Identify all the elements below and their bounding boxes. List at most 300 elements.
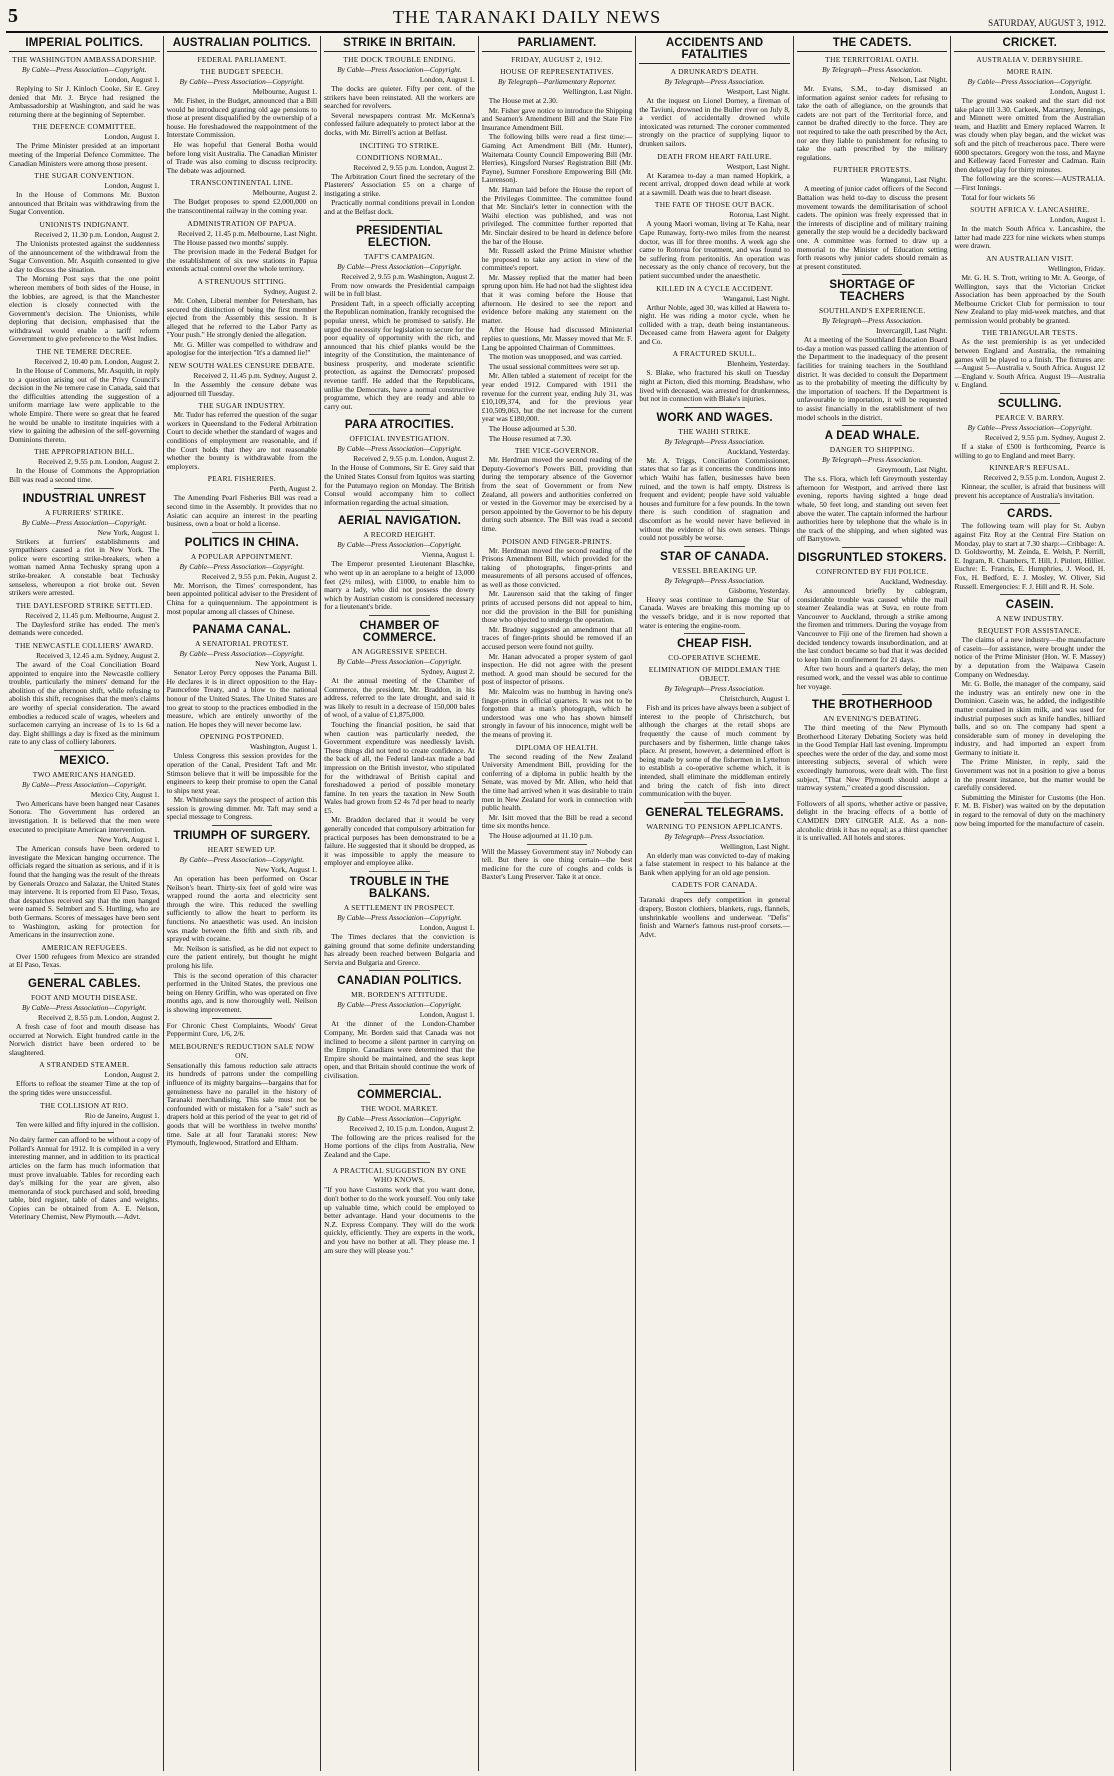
- subheading: DIPLOMA OF HEALTH.: [515, 742, 599, 752]
- paragraph: Mr. G. Bolle, the manager of the company, said the industry was an entirely new one in the Dominion. Casein was, he added, the indigestible matter contained in skim milk, and was used for industrial purposes such as knife handles, billiard balls, and so on. The company had spent a considerable sum of money in developing the industry, and had imported an expert from Germany to initiate it.: [954, 679, 1106, 757]
- paragraph: The following are the prices realised for the Home portions of the clips from Australia, New Zealand and the Cape.: [324, 1132, 475, 1159]
- dateline: Received 2, 9.55 p.m. London, August 2.: [983, 473, 1106, 483]
- paragraph: The Prime Minister presided at an important meeting of the Imperial Defence Committee. The Canadian Ministers were among those present.: [9, 141, 160, 168]
- paragraph: Fish and its prices have always been a subject of interest to the people of Christchurch, but although the charges at the retail shops are frequently the cause of much comment by purchasers and by fishermen, little change takes place. At present, however, a determined effort is being made by some of the fishermen in Lyttelton to establish a co-operative scheme which, it is intended, shall eliminate the middleman entirely and bring the catch of fish into direct communication with the buyer.: [639, 703, 790, 799]
- paragraph: President Taft, in a speech officially accepting the Republican nomination, frankly recognised the popular unrest, which he promised to satisfy. He urged the necessity for legislation to secure for the poor equality of opportunity with the rich, and announced that his chief planks would be the integrity of the Constitution, the maintenance of business prosperity, and moderate scientific protection, as against the Democrats' proposed revenue tariff. He added that the Republicans, unlike the Democrats, have a normal constructive programme, which they are ready and able to carry out.: [324, 298, 475, 411]
- byline: By Telegraph—Press Association.: [664, 436, 765, 446]
- paragraph: Heavy seas continue to damage the Star of Canada. Waves are breaking this morning up to the vessel's bridge, and it is now reported that water is entering the engine-room.: [639, 594, 790, 630]
- paragraph: Replying to Sir J. Kinloch Cooke, Sir E. Grey denied that Mr. J. Bryce had resigned the Ambassadorship at Washington, and said he was returning there at the beginning of September.: [9, 84, 160, 119]
- dateline: Melbourne, August 1.: [252, 87, 318, 96]
- subheading: DANGER TO SHIPPING.: [829, 445, 915, 455]
- dateline: Received 2, 11.45 p.m. Sydney, August 2.: [193, 371, 318, 381]
- paragraph: The Prime Minister, in reply, said the Government was not in a position to give a bonus in the present instance, but the matter would be carefully considered.: [954, 757, 1106, 793]
- column-5: [636, 36, 794, 1771]
- paragraph: The House passed two months' supply.: [173, 237, 289, 247]
- dateline: Gisborne, Yesterday.: [728, 585, 790, 595]
- subheading: CONFRONTED BY FIJI POLICE.: [815, 566, 929, 576]
- byline: By Telegraph—Press Association.: [664, 77, 765, 86]
- subheading: THE DEFENCE COMMITTEE.: [32, 122, 137, 132]
- paragraph: Touching the financial position, he said that when caution was particularly needed, the Government expenditure was needlessly lavish. These things did not tend to create confidence. At the back of all, the Federal land-tax made a bad impression on the British investor, who stipulated for the withdrawal of British capital and foreshadowed a period of possible monetary famine. In ten years the taxation in New South Wales had grown from £2 4s 7d per head to nearly £5.: [324, 719, 475, 815]
- article-heading: GENERAL TELEGRAMS.: [645, 806, 784, 819]
- paragraph: A fresh case of foot and mouth disease has occurred at Norwich. Eight hundred cattle in the Norwich district have been ordered to be slaughtered.: [9, 1021, 160, 1057]
- divider: [684, 633, 744, 634]
- subheading: A PRACTICAL SUGGESTION BY ONE WHO KNOWS.: [332, 1166, 467, 1185]
- paragraph: Practically normal conditions prevail in London and at the Belfast dock.: [324, 198, 475, 216]
- subheading: A FRACTURED SKULL.: [672, 349, 757, 359]
- subheading: THE NE TEMERE DECREE.: [36, 347, 133, 357]
- article-heading: MEXICO.: [59, 754, 110, 767]
- article-heading: TROUBLE IN THE BALKANS.: [349, 876, 450, 901]
- paragraph: Mr. Braddon declared that it would be very generally conceded that compulsory arbitration for practical purposes has been demonstrated to be a failure. He suggested that it should be dropped, as it was impossible to apply the measure to employer and employee alike.: [324, 815, 475, 868]
- divider: [842, 796, 902, 797]
- paragraph: An elderly man was convicted to-day of making a false statement in respect to his balance at the Bank when applying for an old age pension.: [639, 850, 790, 877]
- dateline: London, August 1.: [419, 923, 475, 933]
- paragraph: Mr. Evans, S.M., to-day dismissed an information against senior cadets for refusing to take the oath of allegiance, on the grounds that cadets are not part of the Territorial force, and cannot be drafted directly to the force. They are not required to take the oath prescribed by the Act, nor are they liable to punishment for refusing to take the oath prescribed by the military regulations.: [796, 84, 948, 162]
- dateline: New York, August 1.: [97, 835, 160, 845]
- paragraph: Arthur Noble, aged 30, was killed at Hawera to-night. He was riding a motor cycle, when he collided with a trap, death being instantaneous. Deceased came from Hawera agent for Dalgety and Co.: [639, 302, 790, 346]
- subheading: DEATH FROM HEART FAILURE.: [657, 151, 772, 161]
- paragraph: Mr. Herdman moved the second reading of the Prisons Amendment Bill, which provided for the taking of photographs, finger-prints and measurements of all persons accused of offences, as well as those convicted.: [481, 545, 633, 589]
- divider: [212, 1018, 272, 1019]
- article-heading: WORK AND WAGES.: [656, 411, 773, 424]
- paragraph: A meeting of junior cadet officers of the Second Battalion was held to-day to discuss the present movement towards the demilitarisation of school cadets. The opinion was freely expressed that in the interests of discipline and of military training generally the step would be a decidedly backward one. A committee was formed to draw up a memorial to the Minister of Education setting forth reasons why junior cadets should remain as at present constituted.: [796, 184, 948, 271]
- byline: By Cable—Press Association—Copyright.: [179, 77, 305, 86]
- subheading: UNIONISTS INDIGNANT.: [39, 219, 130, 229]
- divider: [369, 510, 429, 511]
- dateline: Received 2, 11.45 p.m. Melbourne, August 2.: [25, 610, 160, 620]
- subheading: MR. BORDEN'S ATTITUDE.: [351, 990, 448, 1000]
- dateline: Westport, Last Night.: [726, 161, 790, 171]
- article-heading: DISGRUNTLED STOKERS.: [797, 551, 947, 564]
- divider: [842, 694, 902, 695]
- paragraph: At the dinner of the London-Chamber Company, Mr. Borden said that Canada was not inclined to become a silent partner in carrying on the Empire. Canadians were determined that the Empire should be maintained, and the seas kept open, and that Britain should continue the work of civilisation.: [324, 1019, 475, 1080]
- column-4: [479, 36, 637, 1771]
- paragraph: A young Maori woman, living at Te Kaha, near Cape Runaway, forty-two miles from the nearest doctor, was ill for three months. A week ago she came to Rotorua for treatment, and was found to be suffering from peritonitis. An operation was necessary as the only chance of recovery, but the patient succumbed under the anaesthetic.: [639, 219, 790, 280]
- paragraph: The second reading of the New Zealand University Amendment Bill, providing for the conferring of a diploma in public health by the Senate, was moved by Mr. Allen, who held that the time had arrived when it was desirable to train men in New Zealand for work in connection with public health.: [481, 751, 633, 813]
- subheading: THE SUGAR CONVENTION.: [34, 171, 135, 181]
- subheading: FURTHER PROTESTS.: [833, 165, 912, 175]
- paragraph: The Unionists protested against the suddenness of the announcement of the withdrawal from the Sugar Convention. Mr. Asquith consented to give a day to discuss the situation.: [9, 238, 160, 274]
- article-heading: CHEAP FISH.: [677, 638, 753, 651]
- byline: By Cable—Press Association—Copyright.: [337, 913, 462, 923]
- paragraph: Kinnear, the sculler, is afraid that business will prevent his acceptance of Australia's invitation.: [954, 482, 1106, 500]
- dateline: Received 2, 9.55 p.m. Sydney, August 2.: [984, 433, 1106, 443]
- subheading: THE TRIANGULAR TESTS.: [981, 328, 1078, 338]
- paragraph: After the House had discussed Ministerial replies to questions, Mr. Massey moved that Mr. F. Lang be appointed Chairman of Committees.: [481, 325, 633, 352]
- subheading: TWO AMERICANS HANGED.: [32, 769, 136, 779]
- paragraph: The award of the Coal Conciliation Board appointed to enquire into the Newcastle colliery trouble, particularly the miners' demand for the abolition of the afternoon shift, while refusing to abolish this shift, recognises that the men's claims are worthy of special consideration. The award embodies a reduced scale of wages, wheelers and surfacemen carrying an increase of 1s to 1s 6d a day. Eight shillings a day is fixed as the minimum rate to any class of colliery laborers.: [9, 659, 160, 747]
- divider: [212, 619, 272, 620]
- paragraph: Mr. G. H. S. Trott, writing to Mr. A. George, of Wellington, says that the Victorian Cricket Association has been approached by the South Melbourne Cricket Club for permission to tour New Zealand to play mid-week matches, and that permission would probably be granted.: [954, 272, 1106, 325]
- subheading: A STRANDED STEAMER.: [39, 1060, 130, 1070]
- dateline: Melbourne, August 2.: [252, 188, 318, 198]
- subheading: CO-OPERATIVE SCHEME.: [668, 653, 761, 663]
- subheading: ADMINISTRATION OF PAPUA.: [187, 218, 297, 228]
- dateline: Wellington, Friday.: [1048, 263, 1106, 273]
- paragraph: The following team will play for St. Aubyn against Fitz Roy at the Central Fire Station on Monday, play to start at 7.30 sharp:—Cribbage: A. D. Goldsworthy, M. Zeinda, E. Welsh, P. Nerrill, E. Ingram, R. Chambers, T. Hill, J. Pinlott, Hillier. Euchre: E. Francis, E. Humphries, J. Wood, H. Fox, H. Bedford, E. J. Mosley, W. Oliver, Sid Russell. Emergencies: F. J. Hill and R. H. Sole.: [954, 521, 1106, 591]
- subheading: AN AGGRESSIVE SPEECH.: [351, 646, 448, 656]
- subheading: AN AUSTRALIAN VISIT.: [986, 253, 1074, 263]
- paragraph: The Daylesford strike has ended. The men's demands were conceded.: [9, 619, 160, 638]
- byline: By Cable—Press Association—Copyright.: [967, 423, 1093, 433]
- byline: By Cable—Press Association—Copyright.: [179, 561, 305, 571]
- subheading: A STRENUOUS SITTING.: [197, 276, 287, 286]
- subheading: NEW SOUTH WALES CENSURE DEBATE.: [168, 361, 316, 371]
- subheading: HOUSE OF REPRESENTATIVES.: [500, 67, 614, 76]
- byline: By Telegraph—Press Association.: [664, 684, 765, 694]
- paragraph: At the inquest on Lionel Dorney, a fireman of the Taviuni, drowned in the Buller river on July 8, a verdict of accidentally drowned while intoxicated was returned. The coroner commented strongly on the practice of supplying liquor to drunken sailors.: [639, 96, 790, 148]
- paragraph: Mr. Neilson is satisfied, as he did not expect to cure the patient entirely, but thought he might prolong his life.: [166, 943, 318, 970]
- paragraph: The Amending Pearl Fisheries Bill was read a second time in the Assembly. It provides that no Asiatic can acquire an interest in the pearling business, own a boat or hold a license.: [166, 493, 318, 529]
- article-heading: ACCIDENTS AND FATALITIES: [639, 37, 790, 64]
- divider: [527, 844, 587, 845]
- paragraph: The motion was unopposed, and was carried.: [488, 352, 623, 362]
- subheading: POISON AND FINGER-PRINTS.: [502, 536, 612, 546]
- article-heading: PRESIDENTIAL ELECTION.: [356, 224, 443, 249]
- article-heading: STAR OF CANADA.: [660, 550, 770, 563]
- subheading: MORE RAIN.: [1006, 67, 1053, 76]
- dateline: London, August 2.: [104, 1070, 160, 1080]
- column-1: [6, 36, 164, 1771]
- subheading: A SETTLEMENT IN PROSPECT.: [343, 903, 455, 913]
- subheading: INCITING TO STRIKE.: [359, 140, 440, 150]
- paragraph: Mr. Allen tabled a statement of receipt for the year ended 1912. Compared with 1911 the revenue for the current year, ending July 31, was £10,109,374, and for the previous year £10,509,063, but the net increase for the current year was £180,000.: [481, 371, 633, 424]
- dateline: Received 2, 8.55 p.m. London, August 2.: [38, 1012, 160, 1022]
- subheading: AN EVENING'S DEBATING.: [823, 714, 922, 724]
- dateline: London, August 1.: [104, 181, 160, 191]
- subheading: KINNEAR'S REFUSAL.: [989, 463, 1071, 473]
- paragraph: Several newspapers contrast Mr. McKenna's confessed failure adequately to protect labor at the docks, with Mr. Birrell's action at Belfast.: [324, 110, 475, 137]
- paragraph: Mr. Tudor has referred the question of the sugar workers in Queensland to the Federal Arbitration Court to decide whether the standard of wages and conditions of employment are reasonable, and if the Court holds that they are not reasonable whether the bounty is withdrawable from the employers.: [166, 410, 318, 471]
- byline: By Cable—Press Association—Copyright.: [337, 444, 462, 454]
- paragraph: If a stake of £500 is forthcoming, Pearce is willing to go to England and meet Barry.: [954, 442, 1106, 460]
- paragraph: From now onwards the Presidential campaign will be in full blast.: [324, 280, 475, 299]
- dateline: Wanganui, Last Night.: [880, 175, 948, 185]
- dateline: Sydney, August 2.: [263, 286, 318, 296]
- subheading: CADETS FOR CANADA.: [671, 880, 758, 890]
- paragraph: The Arbitration Court fined the secretary of the Plasterers' Association £5 on a charge of instigating a strike.: [324, 171, 475, 198]
- subheading: WARNING TO PENSION APPLICANTS.: [646, 821, 783, 831]
- dateline: Christchurch, August 1.: [719, 694, 790, 704]
- subheading: A POPULAR APPOINTMENT.: [190, 551, 293, 561]
- divider: [684, 407, 744, 408]
- divider: [369, 615, 429, 616]
- notice-text: Will the Massey Government stay in? Nobody can tell. But there is one thing certain—the best medicine for the cure of coughs and colds is Baxter's Lung Preserver. Take it at once.: [481, 846, 633, 882]
- dateline: Vienna, August 1.: [421, 550, 475, 560]
- subheading: THE FATE OF THOSE OUT BACK.: [654, 200, 775, 210]
- notice-text: Taranaki drapers defy competition in general drapery, Boston clothiers, blankets, rugs, flannels, unshrinkable woollens and underwear. "Defis" finish and Warner's famous rust-proof corsets.—Advt.: [639, 895, 790, 939]
- byline: By Telegraph—Press Association.: [822, 455, 923, 465]
- paragraph: This is the second operation of this character performed in the United States, the previous one being on Henry Griffin, who was operated on five months ago, and is now thoroughly well. Neilson is showing improvement.: [166, 970, 318, 1014]
- paragraph: Mr. Massey replied that the matter had been sprung upon him. He had not had the slightest idea that it was coming before the House that afternoon. He desired to see the report and evidence before making any statement on the matter.: [481, 272, 633, 325]
- byline: By Cable—Press Association—Copyright.: [21, 65, 147, 74]
- divider: [842, 274, 902, 275]
- paragraph: The Budget proposes to spend £2,000,000 on the transcontinental railway in the coming year.: [166, 197, 318, 215]
- paragraph: The Emperor presented Lieutenant Blaschke, who went up in an aeroplane to a height of 13,000 feet (2½ miles), with £1000, to enable him to marry a lady, who did not possess the dowry which by Austrian custom is considered necessary for a lieutenant's bride.: [324, 559, 475, 612]
- byline: By Cable—Press Association—Copyright.: [21, 517, 147, 527]
- article-heading: CASEIN.: [1005, 599, 1054, 612]
- paragraph: In the Assembly the censure debate was adjourned till Tuesday.: [166, 380, 318, 398]
- divider: [369, 970, 429, 971]
- byline: By Cable—Press Association—Copyright.: [967, 77, 1093, 86]
- paragraph: The third meeting of the New Plymouth Brotherhood Literary Debating Society was held in the Good Templar Hall last evening. Impromptu speeches were the order of the day, and some most interesting subjects, several of which were exceedingly humorous, were dealt with. The first subject, "That New Plymouth should adopt a tramway system," created a good discussion.: [796, 723, 948, 793]
- paragraph: At the annual meeting of the Chamber of Commerce, the president, Mr. Braddon, in his address, referred to the late drought, and said it was likely to result in a decrease of 150,000 bales of wool, of a value of £1,875,000.: [324, 675, 475, 720]
- dateline: Nelson, Last Night.: [889, 75, 948, 84]
- subheading: MELBOURNE'S REDUCTION SALE NOW ON.: [169, 1041, 315, 1060]
- dateline: London, August 1.: [1050, 87, 1106, 96]
- column-6: [794, 36, 952, 1771]
- divider: [212, 825, 272, 826]
- divider: [1000, 594, 1060, 595]
- subheading: A SENATORIAL PROTEST.: [195, 639, 289, 649]
- paragraph: The Times declares that the conviction is gaining ground that some definite understanding has already been reached between Bulgaria and Servia and Bulgaria and Greece.: [324, 932, 475, 967]
- divider: [369, 871, 429, 872]
- paragraph: The following are the scores:—AUSTRALIA.—First Innings.: [954, 174, 1106, 192]
- dateline: Westport, Last Night.: [726, 87, 790, 96]
- notice-text: "If you have Customs work that you want done, don't bother to do the work yourself. You only take up valuable time, which could be employed to better advantage. Hand your documents to the N.Z. Express Company. They will do the work quickly, efficiently. They are experts in the work, and you have no bother at all. They please me. I am sure they will please you.": [324, 1185, 475, 1255]
- dateline: Sydney, August 2.: [421, 666, 475, 676]
- divider: [842, 547, 902, 548]
- newspaper-title: THE TARANAKI DAILY NEWS: [392, 7, 662, 27]
- byline: By Cable—Press Association—Copyright.: [337, 261, 462, 271]
- subheading: THE COLLISION AT RIO.: [40, 1100, 129, 1110]
- dateline: Received 2, 9.55 p.m. London, August 2.: [353, 454, 475, 464]
- paragraph: The American consuls have been ordered to investigate the Mexican hanging occurrence. The officials regard the situation as serious, and if it is found that the hanging was the result of the threats by Generals Orozco and Salazar, the United States may intervene. It is reported from El Paso, Texas, that despatches received say that the men hanged were named S. Selmbert and S. Hurtling, who are both Germans. Scores of messages have been sent to Washington, asking for protection for Americans in the insurrection zone.: [9, 844, 160, 940]
- dateline: Received 3, 12.45 a.m. Sydney, August 2.: [36, 650, 160, 660]
- paragraph: The House resumed at 7.30.: [488, 433, 572, 443]
- divider: [54, 1132, 114, 1133]
- article-heading: THE BROTHERHOOD: [811, 699, 933, 712]
- dateline: Rio de Janeiro, August 1.: [84, 1110, 160, 1120]
- paragraph: At a meeting of the Southland Education Board to-day a motion was passed calling the attention of the Department to the inadequacy of the present facilities for training teachers in the Southland district. It was decided to consult the Department as to the probability of meeting the difficulty by the importation of teachers. If the Department is unfavourable to importation, it will be requested to assist financially in the establishment of two model schools in the district.: [796, 335, 948, 422]
- byline: By Cable—Press Association—Copyright.: [337, 656, 462, 666]
- divider: [1000, 393, 1060, 394]
- subheading: HEART SEWED UP.: [207, 845, 276, 855]
- paragraph: Two Americans have been hanged near Casanes Sonora. The Government has ordered an investigation. It is believed that the men were executed to precipitate American intervention.: [9, 798, 160, 834]
- subheading: TAFT'S CAMPAIGN.: [364, 251, 435, 261]
- subheading: THE WAIHI STRIKE.: [678, 426, 751, 436]
- dateline: Perth, August 2.: [269, 484, 318, 494]
- paragraph: The Morning Post says that the one point whereon members of both sides of the House, in the lobbies, are agreed, is that the Manchester election is closely connected with the Government's decision. The Unionists, while deploring that decision, emphasised that the withdrawal would enable a tariff reform Government to give preference to the West Indies.: [9, 274, 160, 344]
- paragraph: After two hours and a quarter's delay, the men resumed work, and the vessel was able to continue her voyage.: [796, 664, 948, 691]
- column-3: [321, 36, 479, 1771]
- byline: By Cable—Press Association—Copyright.: [21, 1002, 147, 1012]
- subheading: PEARCE V. BARRY.: [995, 413, 1065, 423]
- paragraph: In the House of Commons Mr. Buxton announced that Britain was withdrawing from the Sugar Convention.: [9, 190, 160, 217]
- paragraph: The House adjourned at 11.10 p.m.: [488, 830, 593, 840]
- subheading: AMERICAN REFUGEES.: [41, 942, 128, 952]
- subheading: THE DOCK TROUBLE ENDING.: [343, 55, 456, 64]
- paragraph: In the House of Commons, Sir E. Grey said that the United States Consul from Iquitos was starting for the Putumayo region on Monday. The British Consul would accompany him to collect information regarding the actual situation.: [324, 463, 475, 507]
- paragraph: Mr. Malcolm was no humbug in having one's finger-prints in official quarters. It was not to be forgotten that a man's photograph, which he understood was one who has shown himself strongly in favour of his innocence, might well be the means of proving it.: [481, 687, 633, 739]
- paragraph: Total for four wickets 56: [961, 192, 1035, 202]
- paragraph: Mr. G. Miller was compelled to withdraw and apologise for the interjection "It's a damned lie!": [166, 339, 318, 358]
- paragraph: As the test premiership is as yet undecided between England and Australia, the remaining games will be played to a finish. The fixtures are:—August 5—Australia v. South Africa. August 12—England v. South Africa. August 19—Australia v. England.: [954, 337, 1106, 390]
- paragraph: The usual sessional committees were set up.: [488, 361, 620, 371]
- byline: By Telegraph—Press Association.: [822, 316, 923, 326]
- subheading: A FURRIERS' STRIKE.: [44, 507, 124, 517]
- paragraph: Mr. Hanan advocated a proper system of gaol inspection. He did not agree with the present method. A good man should be secured for the post of inspector of prisons.: [481, 651, 633, 687]
- divider: [212, 532, 272, 533]
- subheading: THE APPROPRIATION BILL.: [34, 447, 135, 457]
- dateline: Invercargill, Last Night.: [876, 326, 948, 336]
- byline: By Cable—Press Association—Copyright.: [337, 540, 462, 550]
- byline: By Cable—Press Association—Copyright.: [337, 65, 462, 74]
- article-heading: STRIKE IN BRITAIN.: [324, 37, 475, 52]
- dateline: Blenheim, Yesterday.: [727, 359, 790, 369]
- paragraph: The House adjourned at 5.30.: [488, 423, 577, 433]
- dateline: New York, August 1.: [255, 659, 318, 669]
- byline: By Cable—Press Association—Copyright.: [21, 779, 147, 789]
- article-heading: CARDS.: [1007, 508, 1053, 521]
- paragraph: The provision made in the Federal Budget for the establishment of six new stations in Papua extends actual control over the whole territory.: [166, 247, 318, 274]
- divider: [684, 802, 744, 803]
- paragraph: An operation has been performed on Oscar Neilson's heart. Thirty-six feet of gold wire was wrapped round the aorta and electricity sent through the wire. This reduced the swelling sufficiently to allow the heart to perform its functions. No anaesthetic was used. An incision was made between the fifth and sixth rib, and sprayed with cocaine.: [166, 874, 318, 944]
- paragraph: Mr. Herdman moved the second reading of the Deputy-Governor's Powers Bill, providing that during the temporary absence of the Governor from the seat of Government or from New Zealand, all powers and authorities conferred on or vested in the Governor may be exercised by a person appointed by the Governor to be his deputy during such absence. The Bill was read a second time.: [481, 455, 633, 533]
- masthead: [6, 4, 1108, 33]
- subheading: THE VICE-GOVERNOR.: [514, 446, 600, 456]
- subheading: THE BUDGET SPEECH.: [200, 67, 284, 76]
- column-2: [164, 36, 322, 1771]
- subheading: AUSTRALIA V. DERBYSHIRE.: [976, 55, 1084, 64]
- subheading: FRIDAY, AUGUST 2, 1912.: [511, 55, 603, 64]
- dateline: New York, August 1.: [97, 527, 160, 537]
- paragraph: The following bills were read a first time:—Gaming Act Amendment Bill (Mr. Hunter), Waitemata County Council Empowering Bill (Mr. Herries), Kingsford Nurses' Registration Bill (Mr. Payne), Sumner Foreshore Empowering Bill (Mr. Laurenson).: [481, 132, 633, 185]
- subheading: A NEW INDUSTRY.: [995, 614, 1064, 624]
- dateline: London, August 1.: [104, 75, 160, 84]
- paragraph: Mr. Fisher, in the Budget, announced that a Bill would be introduced granting old age pensions to those at present disqualified by the ownership of a house. He foreshadowed the reappointment of the Interstate Commission.: [166, 96, 318, 140]
- article-heading: CANADIAN POLITICS.: [337, 975, 462, 988]
- dateline: Received 2, 10.15 p.m. London, August 2.: [349, 1123, 475, 1133]
- article-heading: SHORTAGE OF TEACHERS: [829, 279, 916, 304]
- dateline: Received 2, 11.45 p.m. Melbourne, Last Night.: [177, 228, 318, 238]
- subheading: FOOT AND MOUTH DISEASE.: [31, 992, 138, 1002]
- paragraph: The House met at 2.30.: [488, 96, 558, 105]
- article-heading: THE CADETS.: [797, 37, 948, 52]
- article-heading: TRIUMPH OF SURGERY.: [173, 830, 311, 843]
- dateline: Wellington, Last Night.: [562, 87, 633, 96]
- paragraph: Over 1500 refugees from Mexico are stranded at El Paso, Texas.: [9, 951, 160, 970]
- byline: By Telegraph—Press Association.: [664, 575, 765, 585]
- dateline: London, August 1.: [419, 75, 475, 84]
- page-number: 5: [8, 5, 18, 27]
- dateline: Wanganui, Last Night.: [723, 293, 790, 303]
- dateline: New York, August 1.: [255, 865, 318, 875]
- paragraph: In the match South Africa v. Lancashire, the latter had made 223 for nine wickets when stumps were drawn.: [954, 224, 1106, 251]
- subheading: ELIMINATION OF MIDDLEMAN THE OBJECT.: [648, 665, 781, 684]
- article-heading: PANAMA CANAL.: [192, 624, 292, 637]
- paragraph: The claims of a new industry—the manufacture of casein—for assistance, were brought under the notice of the Prime Minister (Hon. W. F. Massey) by a deputation from the Waipawa Casein Company on Wednesday.: [954, 635, 1106, 679]
- paragraph: Efforts to refloat the steamer Time at the top of the spring tides were unsuccessful.: [9, 1079, 160, 1097]
- article-heading: INDUSTRIAL UNREST: [22, 492, 146, 505]
- subheading: OPENING POSTPONED.: [199, 732, 284, 742]
- subheading: OFFICIAL INVESTIGATION.: [349, 434, 450, 444]
- paragraph: Mr. Cohen, Liberal member for Petersham, has secured the distinction of being the first member ejected from the Assembly this session. It is alleged that he referred to the Labor Party as "Your push." He strongly denied the allegation.: [166, 295, 318, 340]
- article-heading: PARA ATROCITIES.: [344, 419, 455, 432]
- notice-text: For Chronic Chest Complaints, Woods' Great Peppermint Cure, 1/6, 2/6.: [166, 1020, 318, 1039]
- paragraph: Senator Leroy Percy opposes the Panama Bill. He declares it is in direct opposition to the Hay-Pauncefote Treaty, and a blow to the national honour of the United States. The United States are too great to stoop to the practices embodied in the measure, which are entirely unworthy of the nation. He hopes they will never become law.: [166, 668, 318, 729]
- notice-text: Sensationally this famous reduction sale attracts its hundreds of patrons under the compelling influence of its mighty bargains—bargains that for genuineness have no parallel in the history of Taranaki merchandising. This sale must not be confounded with or mistaken for a "sale" such as drapers hold at this period of the year to get rid of goods that will be worthless in twelve months' time. Sale at all four Taranaki stores: New Plymouth, Inglewood, Stratford and Eltham.: [166, 1060, 318, 1148]
- dateline: Washington, August 1.: [250, 742, 318, 752]
- subheading: THE WASHINGTON AMBASSADORSHIP.: [12, 55, 157, 64]
- dateline: London, August 1.: [104, 132, 160, 142]
- dateline: Auckland, Yesterday.: [727, 446, 790, 456]
- subheading: REQUEST FOR ASSISTANCE.: [977, 626, 1082, 636]
- subheading: VESSEL BREAKING UP.: [672, 565, 758, 575]
- divider: [842, 425, 902, 426]
- divider: [54, 750, 114, 751]
- byline: By Cable—Press Association—Copyright.: [337, 1113, 462, 1123]
- notice-text: Followers of all sports, whether active or passive, delight in the bracing effects of a bottle of CAMDEN DRY GINGER ALE. As a non-alcoholic drink it has no equal; as a thirst quencher it is unrivalled. All hotels and stores.: [796, 798, 948, 843]
- subheading: PEARL FISHERIES.: [207, 474, 276, 484]
- paragraph: Strikers at furriers' establishments and sympathisers caused a riot in New York. The police were escorting strike-breakers, when a woman named Anna Techusky sprang upon a strike-breaker. A constable beat Techusky senseless, whereupon a riot broke out. Seven strikers were arrested.: [9, 536, 160, 598]
- paragraph: Mr. Isitt moved that the Bill be read a second time six months hence.: [481, 812, 633, 831]
- byline: By Cable—Press Association—Copyright.: [179, 855, 305, 865]
- subheading: THE WOOL MARKET.: [360, 1103, 438, 1113]
- article-heading: AUSTRALIAN POLITICS.: [167, 37, 318, 52]
- paragraph: Mr. Whitehouse says the prospect of action this session is growing dimmer. Mr. Taft may send a special message to Congress.: [166, 795, 318, 822]
- byline: By Cable—Press Association—Copyright.: [337, 1000, 462, 1010]
- article-heading: SCULLING.: [997, 398, 1062, 411]
- subheading: A RECORD HEIGHT.: [363, 530, 436, 540]
- paragraph: In the House of Commons the Appropriation Bill was read a second time.: [9, 466, 160, 484]
- byline: By Telegraph—Parliamentary Reporter.: [497, 77, 617, 86]
- divider: [1000, 503, 1060, 504]
- byline: By Cable—Press Association—Copyright.: [179, 649, 305, 659]
- subheading: SOUTH AFRICA V. LANCASHIRE.: [970, 205, 1090, 215]
- dateline: Received 2, 9.55 p.m. London, August 2.: [38, 457, 160, 467]
- paragraph: Mr. A. Triggs, Conciliation Commissioner, states that so far as it concerns the conditions into which Waihi has fallen, businesses have been ruined, and the town is half empty. Distress is frequent and evident; people have sold valuable houses and furniture for a few pounds. In the town there is such condition of stagnation and discomfort as he would never have believed in without the evidence of his own senses. Things could not possibly be worse.: [639, 455, 790, 543]
- divider: [369, 220, 429, 221]
- paragraph: Ten were killed and fifty injured in the collision.: [16, 1119, 160, 1129]
- byline: By Telegraph—Press Association.: [822, 65, 923, 74]
- paragraph: Mr. Haman laid before the House the report of the Privileges Committee. The committee found that Mr. Sinclair's letter in connection with the Waihi election was published, and was not privileged. The committee further reported that Mr. Sinclair desired to be heard in defence before the bar of the House.: [481, 184, 633, 246]
- divider: [369, 414, 429, 415]
- subheading: THE TERRITORIAL OATH.: [825, 55, 920, 64]
- article-heading: GENERAL CABLES.: [27, 977, 141, 990]
- paragraph: S. Blake, who fractured his skull on Tuesday night at Picton, died this morning. Bradshaw, who lived with deceased, was arrested for drunkenness, but not in connection with Blake's injuries.: [639, 368, 790, 404]
- article-heading: POLITICS IN CHINA.: [184, 536, 299, 549]
- subheading: TRANSCONTINENTAL LINE.: [190, 178, 294, 188]
- paragraph: Mr. Laurenson said that the taking of finger prints of accused persons did not appeal to him, nor did the provision in the Bill for punishing those who objected to undergo the operation.: [481, 589, 633, 625]
- divider: [684, 546, 744, 547]
- paragraph: Mr. Morrison, the Times' correspondent, has been appointed political adviser to the President of China for a quinquennium. The appointment is most popular among all classes of Chinese.: [166, 580, 318, 616]
- paragraph: Unless Congress this session provides for the operation of the Canal, President Taft and Mr. Stimson believe that it will be impossible for the engineers to keep their promise to open the Canal to ships next year.: [166, 751, 318, 795]
- dateline: Received 2, 9.55 p.m. London, August 2.: [353, 162, 475, 172]
- divider: [54, 488, 114, 489]
- paragraph: In the House of Commons, Mr. Asquith, in reply to a question arising out of the Privy Council's decision in the Ne temere case in Canada, said that the difficulties attending the suggestion of a uniform marriage law were applicable to the whole Empire. There were so great that he feared he would be unable to institute inquiries with a view to gaining the adhesion of the self-governing Dominions thereto.: [9, 366, 160, 444]
- dateline: London, August 1.: [1050, 215, 1106, 225]
- divider: [369, 1084, 429, 1085]
- subheading: FEDERAL PARLIAMENT.: [197, 55, 287, 64]
- paragraph: The ground was soaked and the start did not take place till 3.30. Carkeek, Macartney, Jennings, and Minnett were omitted from the Australian team, and Hazlitt and Emery replaced Warren. It was cloudy when play began, and the wicket was soft and the pitch of treacherous pace. There were 6000 spectators. Gregory won the toss, and Mayne and Kelleway faced Forrester and Cadman. Rain then delayed play for thirty minutes.: [954, 96, 1106, 174]
- divider: [54, 973, 114, 974]
- dateline: Received 2, 11.30 p.m. London, August 2.: [34, 229, 160, 239]
- article-heading: IMPERIAL POLITICS.: [9, 37, 160, 52]
- dateline: Greymouth, Last Night.: [876, 465, 948, 475]
- paragraph: The s.s. Flora, which left Greymouth yesterday afternoon for Westport, and arrived there last evening, reports having sighted a huge dead whale, 50 feet long, and standing out seven feet above the water. The captain informed the harbour authorities here by telephone that the whale is in the track of the shipping, and when sighted was off Barrytown.: [796, 474, 948, 544]
- dateline: Received 2, 9.55 p.m. Washington, August 2.: [341, 271, 475, 281]
- article-heading: A DEAD WHALE.: [824, 430, 920, 443]
- article-heading: PARLIAMENT.: [482, 37, 633, 52]
- columns: [6, 36, 1108, 1771]
- dateline: Received 2, 10.40 p.m. London, August 2.: [34, 357, 160, 367]
- dateline: London, August 1.: [419, 1010, 475, 1020]
- subheading: SOUTHLAND'S EXPERIENCE.: [818, 306, 926, 316]
- article-heading: AERIAL NAVIGATION.: [337, 515, 461, 528]
- dateline: Wellington, Last Night.: [720, 841, 790, 851]
- paragraph: As announced briefly by cablegram, considerable trouble was caused while the mail steamer Zealandia was at Suva, en route from Vancouver to Auckland, through a strike among the firemen and trimmers. During the voyage from Vancouver to Fiji one of the firemen had shown a decided tendency towards insubordination, and at the last conduct became so bad that it was decided to keep him in confinement for 21 days.: [796, 585, 948, 664]
